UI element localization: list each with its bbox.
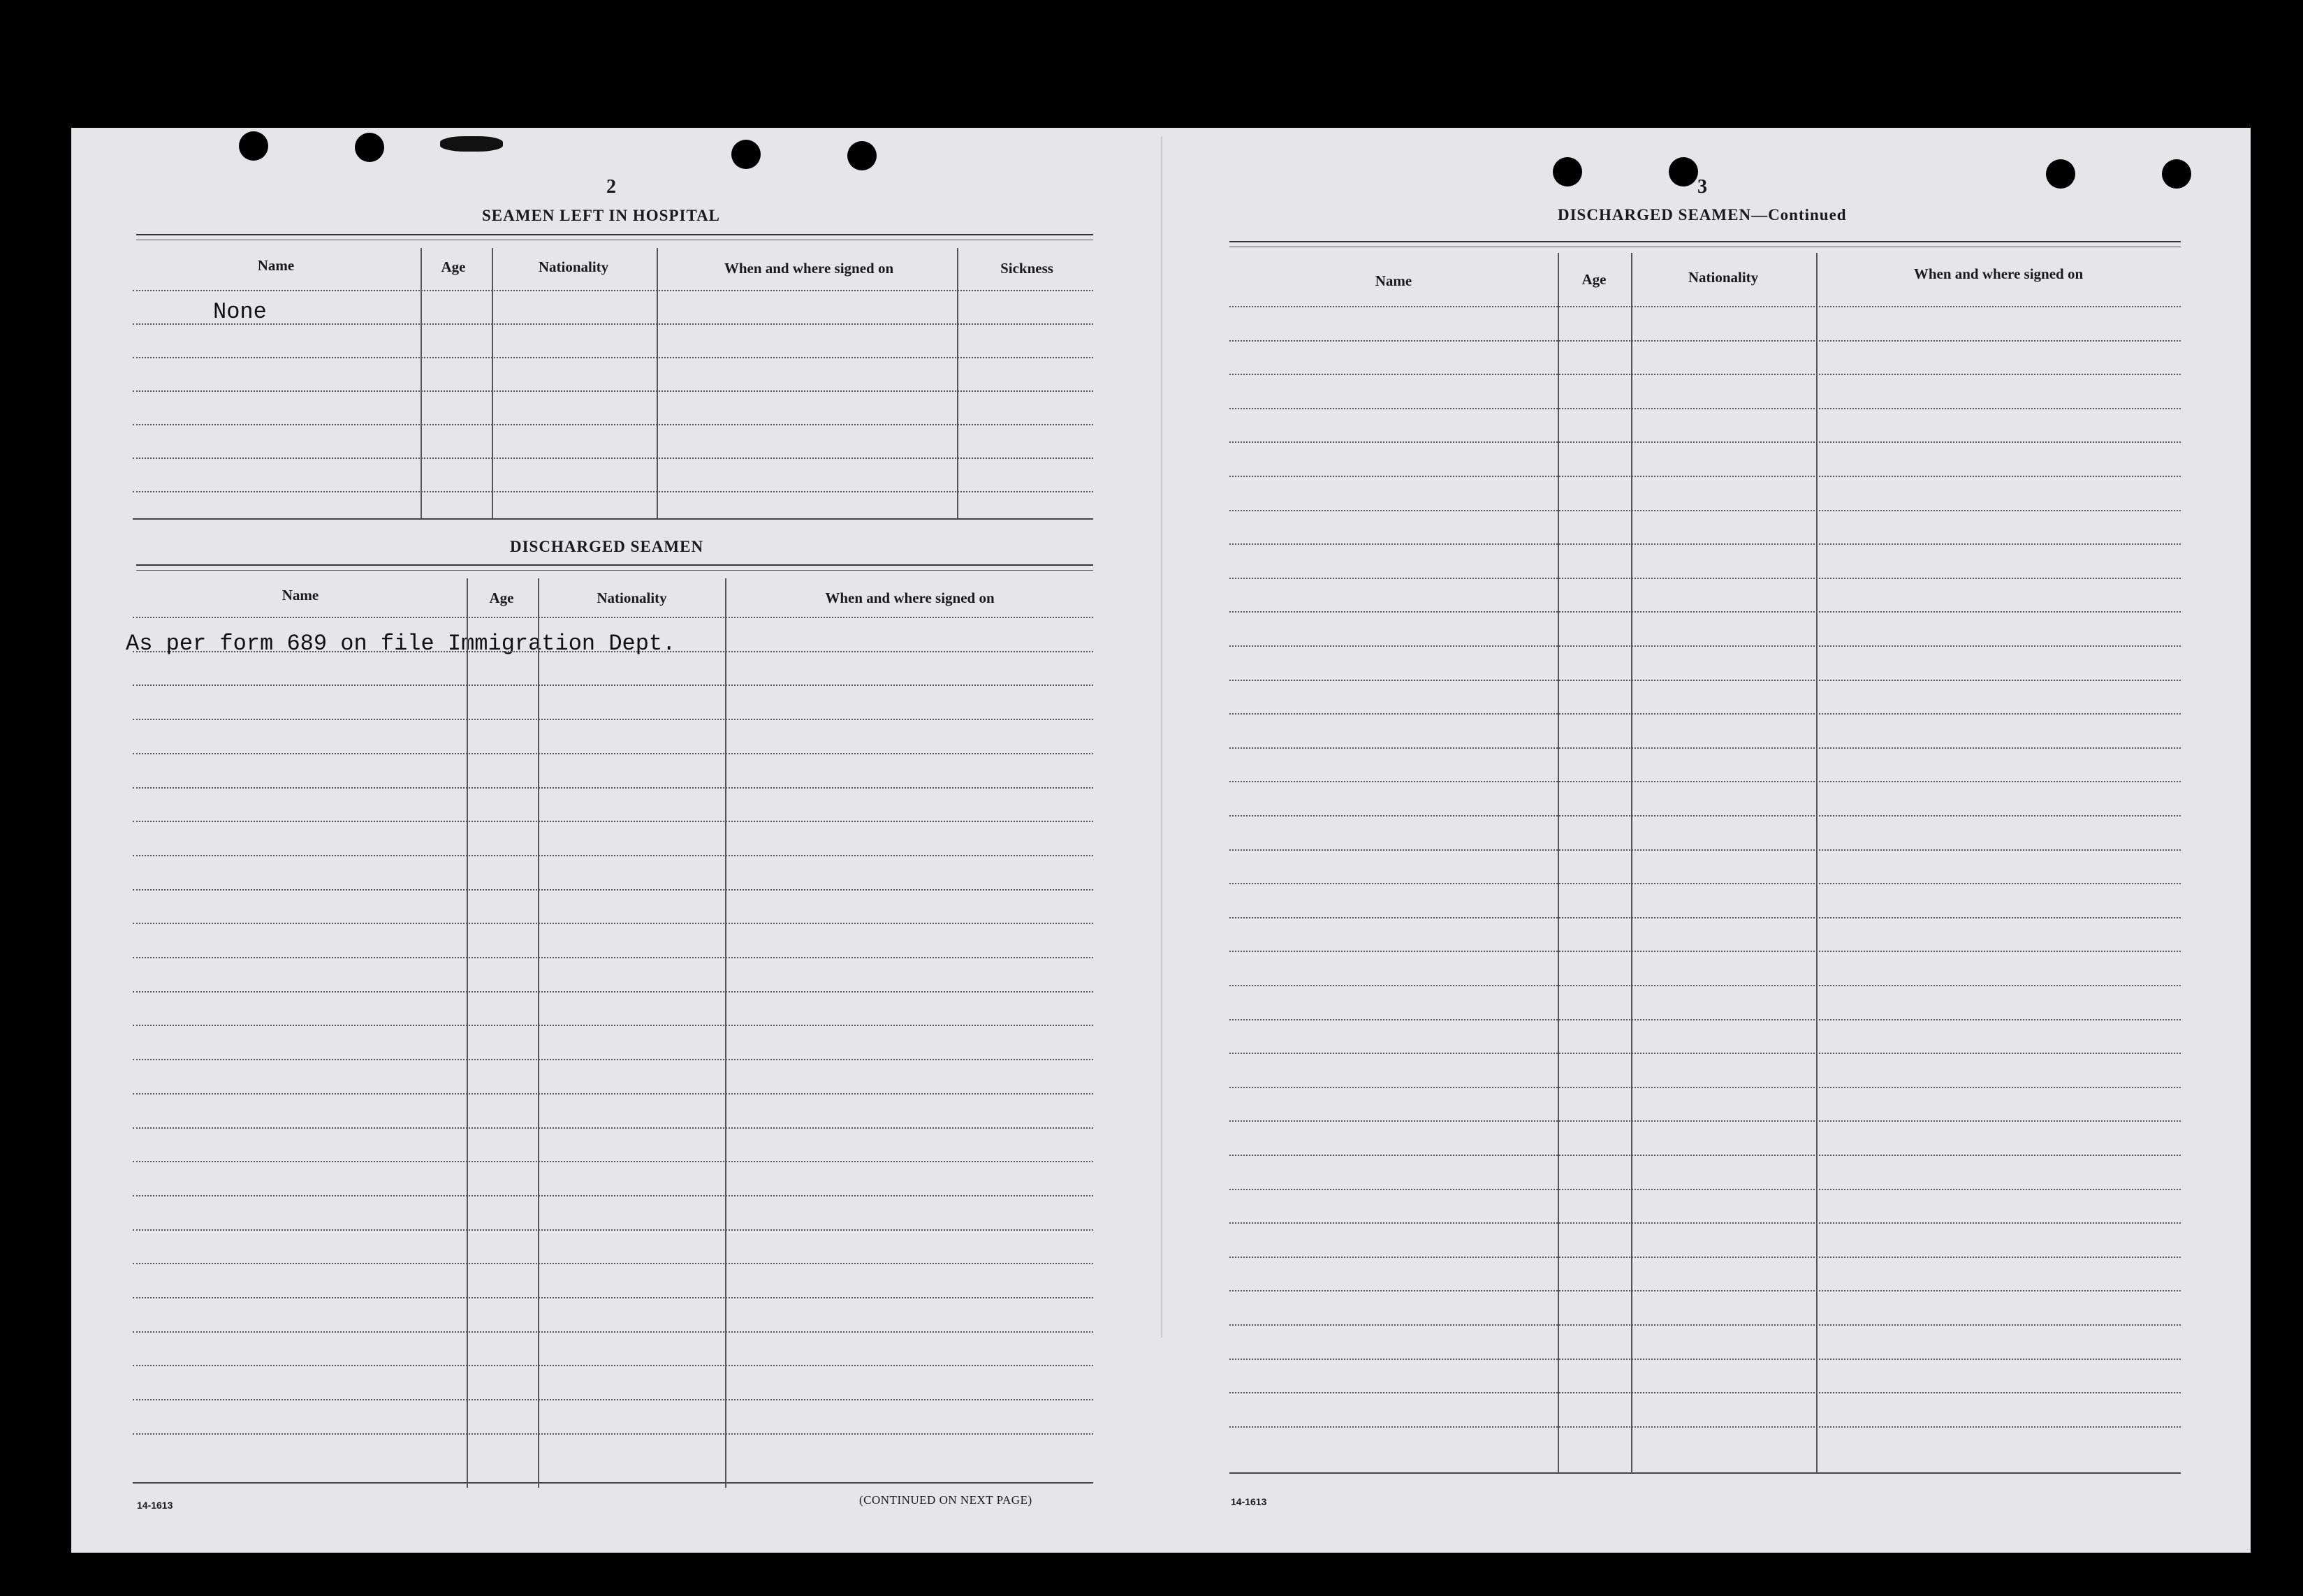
ruled-line bbox=[1229, 1019, 2181, 1020]
ruled-line bbox=[133, 684, 1093, 686]
header-rule bbox=[136, 564, 1093, 566]
ruled-line bbox=[1229, 510, 2181, 511]
ruled-line bbox=[1229, 849, 2181, 851]
ruled-line bbox=[1229, 1222, 2181, 1224]
column-header-signed-on: When and where signed on bbox=[825, 590, 995, 606]
ruled-line bbox=[133, 855, 1093, 856]
discharged-continued-title: DISCHARGED SEAMEN—Continued bbox=[1558, 206, 1847, 224]
table-bottom-rule bbox=[133, 518, 1093, 520]
column-header-name: Name bbox=[257, 257, 295, 274]
ruled-line bbox=[133, 923, 1093, 924]
column-divider bbox=[725, 578, 726, 1488]
page-number: 2 bbox=[606, 176, 616, 198]
ruled-line bbox=[133, 821, 1093, 822]
ruled-line bbox=[1229, 1324, 2181, 1326]
ruled-line bbox=[1229, 1087, 2181, 1088]
ruled-line bbox=[133, 991, 1093, 993]
table-bottom-rule bbox=[133, 1482, 1093, 1484]
ruled-line bbox=[133, 1331, 1093, 1333]
column-header-sickness: Sickness bbox=[1000, 260, 1053, 277]
ruled-line bbox=[133, 753, 1093, 754]
ruled-line bbox=[133, 1127, 1093, 1129]
ruled-line bbox=[133, 651, 1093, 652]
ruled-line bbox=[133, 1263, 1093, 1264]
column-header-name: Name bbox=[1375, 272, 1412, 289]
ruled-line bbox=[1229, 374, 2181, 375]
ruled-line bbox=[1229, 985, 2181, 986]
punch-hole bbox=[2046, 159, 2075, 189]
ruled-line bbox=[1229, 408, 2181, 409]
column-header-age: Age bbox=[1581, 271, 1607, 288]
column-header-name: Name bbox=[282, 587, 319, 603]
column-header-age: Age bbox=[489, 590, 514, 606]
page-number: 3 bbox=[1697, 176, 1707, 198]
column-divider bbox=[538, 578, 539, 1488]
torn-edge bbox=[440, 136, 503, 152]
ruled-line bbox=[1229, 680, 2181, 681]
ruled-line bbox=[133, 1161, 1093, 1162]
column-divider bbox=[492, 248, 493, 518]
column-header-signed-on: When and where signed on bbox=[1913, 265, 2084, 282]
column-header-nationality: Nationality bbox=[538, 258, 609, 275]
punch-hole bbox=[1553, 157, 1582, 186]
ruled-line bbox=[133, 1195, 1093, 1196]
discharged-section-title: DISCHARGED SEAMEN bbox=[510, 538, 704, 555]
ruled-line bbox=[133, 1229, 1093, 1231]
column-divider bbox=[467, 578, 468, 1488]
ruled-line bbox=[1229, 1426, 2181, 1428]
ruled-line bbox=[1229, 1120, 2181, 1122]
ruled-line bbox=[133, 1297, 1093, 1298]
punch-hole bbox=[847, 141, 877, 170]
ruled-line bbox=[1229, 306, 2181, 307]
column-divider bbox=[957, 248, 958, 518]
ruled-line bbox=[133, 617, 1093, 618]
ruled-line bbox=[1229, 441, 2181, 443]
form-code: 14-1613 bbox=[137, 1500, 173, 1511]
punch-hole bbox=[239, 131, 268, 161]
ruled-line bbox=[1229, 917, 2181, 918]
punch-hole bbox=[2162, 159, 2191, 189]
punch-hole bbox=[731, 140, 761, 169]
ruled-line bbox=[1229, 578, 2181, 579]
ruled-line bbox=[1229, 951, 2181, 952]
header-rule bbox=[136, 234, 1093, 235]
ruled-line bbox=[1229, 611, 2181, 613]
ruled-line bbox=[1229, 815, 2181, 817]
ruled-line bbox=[1229, 747, 2181, 749]
ruled-line bbox=[133, 719, 1093, 720]
punch-hole bbox=[355, 133, 384, 162]
ruled-line bbox=[1229, 1392, 2181, 1393]
ruled-line bbox=[1229, 340, 2181, 342]
ruled-line bbox=[133, 1025, 1093, 1026]
ruled-line bbox=[133, 1059, 1093, 1060]
column-header-signed-on: When and where signed on bbox=[724, 260, 894, 277]
ruled-line bbox=[1229, 1053, 2181, 1054]
hospital-section-title: SEAMEN LEFT IN HOSPITAL bbox=[482, 207, 721, 224]
ruled-line bbox=[1229, 781, 2181, 782]
ruled-line bbox=[133, 424, 1093, 425]
ruled-line bbox=[133, 787, 1093, 789]
ruled-line bbox=[1229, 713, 2181, 715]
ruled-line bbox=[133, 390, 1093, 392]
discharged-entry: As per form 689 on file Immigration Dept. bbox=[126, 631, 676, 657]
continued-note: (CONTINUED ON NEXT PAGE) bbox=[859, 1493, 1032, 1507]
form-code: 14-1613 bbox=[1231, 1496, 1267, 1507]
ruled-line bbox=[1229, 1189, 2181, 1190]
column-divider bbox=[1816, 253, 1818, 1474]
ruled-line bbox=[133, 290, 1093, 291]
header-rule bbox=[136, 570, 1093, 571]
ruled-line bbox=[1229, 1359, 2181, 1360]
ruled-line bbox=[133, 957, 1093, 958]
ruled-line bbox=[133, 457, 1093, 459]
column-divider bbox=[1631, 253, 1632, 1474]
punch-hole bbox=[1669, 157, 1698, 186]
column-divider bbox=[657, 248, 658, 518]
ruled-line bbox=[1229, 883, 2181, 884]
column-header-nationality: Nationality bbox=[1688, 269, 1759, 286]
ruled-line bbox=[133, 323, 1093, 325]
column-divider bbox=[421, 248, 422, 518]
ruled-line bbox=[133, 889, 1093, 891]
column-divider bbox=[1558, 253, 1559, 1474]
page-fold bbox=[1161, 136, 1162, 1338]
ruled-line bbox=[1229, 1155, 2181, 1156]
ruled-line bbox=[133, 1365, 1093, 1366]
ruled-line bbox=[133, 1433, 1093, 1435]
ruled-line bbox=[1229, 476, 2181, 477]
ruled-line bbox=[1229, 543, 2181, 545]
ruled-line bbox=[1229, 1290, 2181, 1291]
column-header-nationality: Nationality bbox=[597, 590, 667, 606]
column-header-age: Age bbox=[441, 258, 466, 275]
header-rule bbox=[1229, 241, 2181, 242]
ruled-line bbox=[1229, 1257, 2181, 1258]
ruled-line bbox=[133, 357, 1093, 358]
ruled-line bbox=[133, 1399, 1093, 1400]
hospital-entry: None bbox=[213, 299, 267, 325]
table-bottom-rule bbox=[1229, 1472, 2181, 1474]
ruled-line bbox=[133, 491, 1093, 492]
ruled-line bbox=[133, 1093, 1093, 1094]
ruled-line bbox=[1229, 645, 2181, 647]
